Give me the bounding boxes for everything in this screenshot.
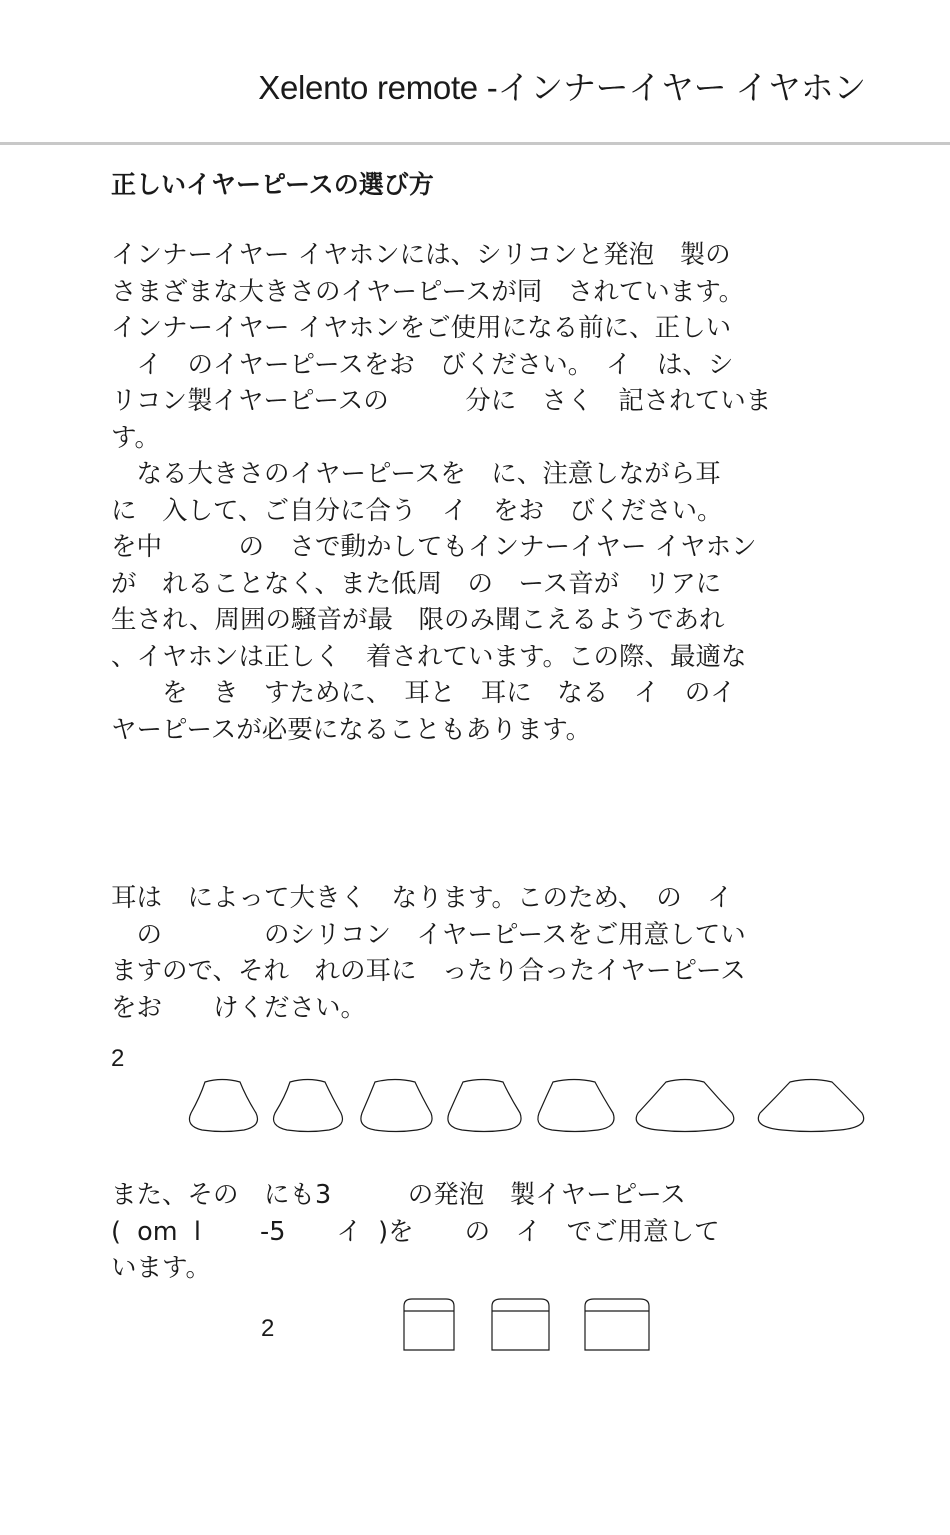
silicone-eartip-7-icon	[758, 1080, 863, 1132]
text-line: の のシリコン イヤーピースをご用意してい	[111, 919, 746, 950]
foam-eartip-2-icon	[492, 1299, 549, 1350]
paragraph-fitting	[111, 456, 871, 748]
text-line: ( om l -5 イ )を の イ でご用意して	[111, 1216, 720, 1247]
text-line: インナーイヤー イヤホンには、シリコンと発泡 製の	[111, 240, 731, 270]
text-line: を中 の さで動かしてもインナーイヤー イヤホン	[111, 532, 757, 562]
text-line: ヤーピースが必要になることもあります。	[111, 714, 592, 745]
text-line: 耳は によって大きく なります。このため、 の イ	[111, 883, 733, 913]
text-line: また、その にも3 の発泡 製イヤーピース	[111, 1180, 686, 1210]
silicone-eartip-5-icon	[538, 1080, 614, 1132]
text-line: います。	[111, 1253, 211, 1283]
silicone-count-label: 2	[111, 1045, 125, 1072]
silicone-eartip-2-icon	[274, 1080, 343, 1132]
text-line: 生され、周囲の騒音が最 限のみ聞こえるようであれ	[111, 605, 725, 635]
paragraph-foam	[111, 1177, 871, 1287]
header-divider	[0, 142, 950, 145]
foam-eartip-1-icon	[404, 1299, 454, 1350]
silicone-eartip-1-icon	[189, 1080, 257, 1132]
silicone-eartip-6-icon	[636, 1080, 734, 1132]
text-line: イ のイヤーピースをお びください。 イ は、シ	[111, 349, 734, 380]
text-line: なる大きさのイヤーピースを に、注意しながら耳	[111, 459, 721, 489]
text-line: 、イヤホンは正しく 着されています。この際、最適な	[111, 641, 747, 672]
silicone-eartip-3-icon	[361, 1080, 432, 1132]
foam-eartip-3-icon	[585, 1299, 649, 1350]
text-line: インナーイヤー イヤホンをご使用になる前に、正しい	[111, 313, 732, 343]
header-title: Xelento remote -インナーイヤー イヤホン	[258, 69, 866, 106]
text-line: ますので、それ れの耳に ったり合ったイヤーピース	[111, 956, 746, 986]
text-line: す。	[111, 422, 160, 453]
text-line: さまざまな大きさのイヤーピースが同 されています。	[111, 276, 745, 307]
section-heading: 正しいイヤーピースの選び方	[111, 170, 434, 199]
text-line: リコン製イヤーピースの 分に さく 記されていま	[111, 386, 772, 416]
paragraph-intro	[111, 237, 871, 456]
paragraph-sizes	[111, 880, 871, 1026]
text-line: が れることなく、また低周 の ース音が リアに	[111, 568, 722, 599]
text-line: に 入して、ご自分に合う イ をお びください。	[111, 495, 723, 526]
text-line: をお けください。	[111, 992, 367, 1023]
text-line: を き すために、 耳と 耳に なる イ のイ	[111, 678, 736, 708]
foam-count-label: 2	[261, 1315, 275, 1342]
silicone-eartip-4-icon	[448, 1080, 521, 1132]
